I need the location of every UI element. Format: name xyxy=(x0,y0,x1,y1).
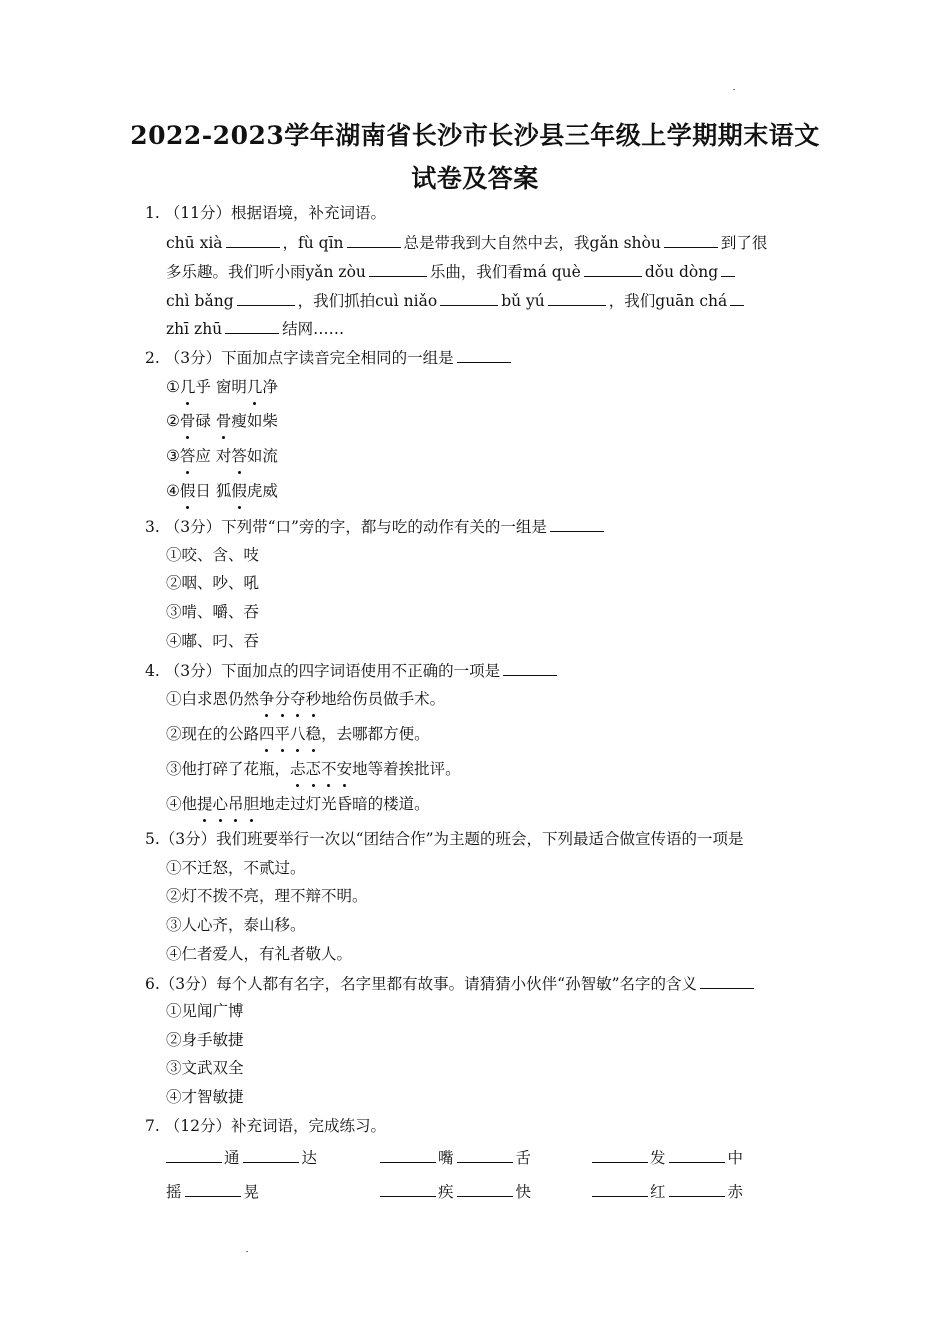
q6-heading xyxy=(145,972,757,995)
answer-blank[interactable] xyxy=(592,1180,648,1197)
q4-heading-text: 4. （3分）下面加点的四字词语使用不正确的一项是 xyxy=(145,662,501,680)
answer-blank[interactable] xyxy=(700,972,754,989)
idiom-char: 达 xyxy=(301,1149,318,1167)
dotted-char: 假 xyxy=(231,482,247,500)
answer-blank[interactable] xyxy=(664,231,718,248)
q1-text: 乐曲，我们看má què xyxy=(429,263,581,281)
dotted-char: 心 xyxy=(212,795,229,813)
q6-option-4: ④才智敏捷 xyxy=(166,1088,244,1106)
option-text: ④他 xyxy=(166,795,198,813)
idiom-char: 嘴 xyxy=(438,1149,454,1167)
option-text: ①白求恩仍然 xyxy=(166,690,260,708)
option-text: 日 狐 xyxy=(195,482,232,500)
scan-speck xyxy=(246,1251,248,1252)
q7-row-2c xyxy=(592,1180,743,1202)
answer-blank[interactable] xyxy=(347,231,401,248)
dotted-char: 四 xyxy=(259,725,275,743)
option-text: 碌 xyxy=(195,412,216,430)
q4-option-2 xyxy=(166,723,430,745)
answer-blank[interactable] xyxy=(237,289,295,306)
answer-blank[interactable] xyxy=(721,260,735,277)
option-text: 瘦如柴 xyxy=(231,412,278,430)
page-title-line1: 2022-2023学年湖南省长沙市长沙县三年级上学期期末语文 xyxy=(130,121,820,150)
dotted-char: 忑 xyxy=(305,760,322,778)
dotted-char: 秒 xyxy=(305,690,322,708)
answer-blank[interactable] xyxy=(243,1146,299,1163)
q5-option-1: ①不迁怒，不贰过。 xyxy=(166,859,306,877)
dotted-char: 稳 xyxy=(305,725,322,743)
option-text: 地走过灯光昏暗的楼道。 xyxy=(259,795,430,813)
answer-blank[interactable] xyxy=(584,260,642,277)
dotted-char: 几 xyxy=(179,378,196,396)
answer-blank[interactable] xyxy=(669,1146,725,1163)
answer-blank[interactable] xyxy=(457,346,511,363)
q3-heading-text: 3. （3分）下列带“口”旁的字，都与吃的动作有关的一组是 xyxy=(145,518,547,536)
q3-option-3: ③啃、嚼、吞 xyxy=(166,603,260,621)
q1-pinyin: zhī zhū xyxy=(166,320,223,338)
q4-heading xyxy=(145,659,560,682)
q3-heading xyxy=(145,515,607,538)
option-marker: ④ xyxy=(166,482,180,500)
q6-option-1: ①见闻广博 xyxy=(166,1002,244,1020)
answer-blank[interactable] xyxy=(380,1146,436,1163)
dotted-char: 骨 xyxy=(215,412,232,430)
q7-row-2b xyxy=(380,1180,531,1202)
option-text: 净 xyxy=(262,378,278,396)
q6-option-2: ②身手敏捷 xyxy=(166,1031,244,1049)
dotted-char: 夺 xyxy=(290,690,306,708)
q1-line4 xyxy=(166,317,344,340)
q2-option-2 xyxy=(166,410,278,432)
dotted-char: 不 xyxy=(321,760,337,778)
q4-option-3 xyxy=(166,758,461,780)
q1-line1 xyxy=(166,231,767,254)
answer-blank[interactable] xyxy=(503,659,557,676)
idiom-char: 通 xyxy=(224,1149,240,1167)
answer-blank[interactable] xyxy=(166,1146,222,1163)
q2-heading xyxy=(145,346,514,369)
dotted-char: 吊 xyxy=(228,795,244,813)
dotted-char: 提 xyxy=(197,795,213,813)
option-text: 虎威 xyxy=(246,482,278,500)
dotted-char: 忐 xyxy=(290,760,306,778)
dotted-char: 骨 xyxy=(179,412,196,430)
q1-text: 结网…… xyxy=(282,320,345,338)
q1-pinyin: dǒu dòng xyxy=(644,263,719,281)
idiom-char: 红 xyxy=(650,1183,666,1201)
option-text: ②现在的公路 xyxy=(166,725,260,743)
answer-blank[interactable] xyxy=(225,317,279,334)
q6-heading-text: 6.（3分）每个人都有名字，名字里都有故事。请猜猜小伙伴“孙智敏”名字的含义 xyxy=(145,975,698,993)
idiom-char: 快 xyxy=(515,1183,532,1201)
idiom-char: 赤 xyxy=(727,1183,744,1201)
q3-option-1: ①咬、含、吱 xyxy=(166,546,260,564)
option-text: 如流 xyxy=(246,447,278,465)
dotted-char: 分 xyxy=(274,690,291,708)
q4-option-4 xyxy=(166,793,430,815)
dotted-char: 答 xyxy=(231,447,247,465)
q6-option-3: ③文武双全 xyxy=(166,1059,244,1077)
option-text: ，去哪都方便。 xyxy=(321,725,430,743)
dotted-char: 争 xyxy=(259,690,275,708)
dotted-char: 答 xyxy=(179,447,196,465)
q7-row-2 xyxy=(166,1180,259,1202)
dotted-char: 安 xyxy=(336,760,353,778)
idiom-char: 疾 xyxy=(438,1183,454,1201)
q7-heading: 7. （12分）补充词语，完成练习。 xyxy=(145,1117,386,1135)
idiom-char: 发 xyxy=(650,1149,666,1167)
option-marker: ③ xyxy=(166,447,180,465)
q7-row-1b xyxy=(380,1146,531,1168)
q1-text: ，我们抓拍cuì niǎo xyxy=(297,292,438,310)
answer-blank[interactable] xyxy=(592,1146,648,1163)
q1-text: ，fù qīn xyxy=(282,234,344,252)
idiom-char: 晃 xyxy=(243,1183,260,1201)
dotted-char: 胆 xyxy=(243,795,260,813)
answer-blank[interactable] xyxy=(226,231,280,248)
dotted-char: 平 xyxy=(274,725,291,743)
answer-blank[interactable] xyxy=(669,1180,725,1197)
q7-row-1c xyxy=(592,1146,743,1168)
answer-blank[interactable] xyxy=(440,289,498,306)
answer-blank[interactable] xyxy=(457,1146,513,1163)
q5-heading: 5.（3分）我们班要举行一次以“团结合作”为主题的班会，下列最适合做宣传语的一项是 xyxy=(145,830,744,848)
q1-text: 总是带我到大自然中去，我gǎn shòu xyxy=(403,234,661,252)
q1-text: 到了很 xyxy=(720,234,768,252)
q5-option-2: ②灯不拨不亮，理不辩不明。 xyxy=(166,887,368,905)
q1-heading: 1. （11分）根据语境，补充词语。 xyxy=(145,204,386,222)
q3-option-4: ④嘟、叼、吞 xyxy=(166,632,260,650)
q1-pinyin: chì bǎng xyxy=(166,292,234,310)
option-text: 地等着挨批评。 xyxy=(352,760,461,778)
q1-line3 xyxy=(166,289,747,312)
q2-heading-text: 2. （3分）下面加点字读音完全相同的一组是 xyxy=(145,349,454,367)
q2-option-3 xyxy=(166,445,278,467)
option-text: 地给伤员做手术。 xyxy=(321,690,446,708)
dotted-char: 假 xyxy=(179,482,196,500)
page-title-line2: 试卷及答案 xyxy=(411,164,539,193)
option-text: 乎 窗明 xyxy=(195,378,247,396)
answer-blank[interactable] xyxy=(369,260,427,277)
answer-blank[interactable] xyxy=(457,1180,513,1197)
q2-option-1 xyxy=(166,376,278,398)
answer-blank[interactable] xyxy=(380,1180,436,1197)
q1-pinyin: chū xià xyxy=(166,234,223,252)
q3-option-2: ②咽、吵、吼 xyxy=(166,574,260,592)
q7-row-1 xyxy=(166,1146,317,1168)
q2-option-4 xyxy=(166,480,278,502)
q1-line2 xyxy=(166,260,738,283)
option-text: ③他打碎了花瓶， xyxy=(166,760,291,778)
q5-option-3: ③人心齐，泰山移。 xyxy=(166,916,306,934)
option-text: 应 对 xyxy=(195,447,232,465)
q5-option-4: ④仁者爱人，有礼者敬人。 xyxy=(166,945,353,963)
idiom-char: 摇 xyxy=(166,1183,182,1201)
option-marker: ② xyxy=(166,412,180,430)
idiom-char: 舌 xyxy=(515,1149,532,1167)
answer-blank[interactable] xyxy=(548,289,606,306)
q1-pinyin: bǔ yú xyxy=(501,292,545,310)
idiom-char: 中 xyxy=(727,1149,744,1167)
scan-speck xyxy=(733,89,735,90)
q4-option-1 xyxy=(166,688,445,710)
dotted-char: 八 xyxy=(290,725,306,743)
q1-text: ，我们guān chá xyxy=(608,292,728,310)
option-marker: ① xyxy=(166,378,180,396)
answer-blank[interactable] xyxy=(185,1180,241,1197)
dotted-char: 几 xyxy=(246,378,263,396)
answer-blank[interactable] xyxy=(730,289,744,306)
q1-text: 多乐趣。我们听小雨yǎn zòu xyxy=(166,263,366,281)
answer-blank[interactable] xyxy=(550,515,604,532)
